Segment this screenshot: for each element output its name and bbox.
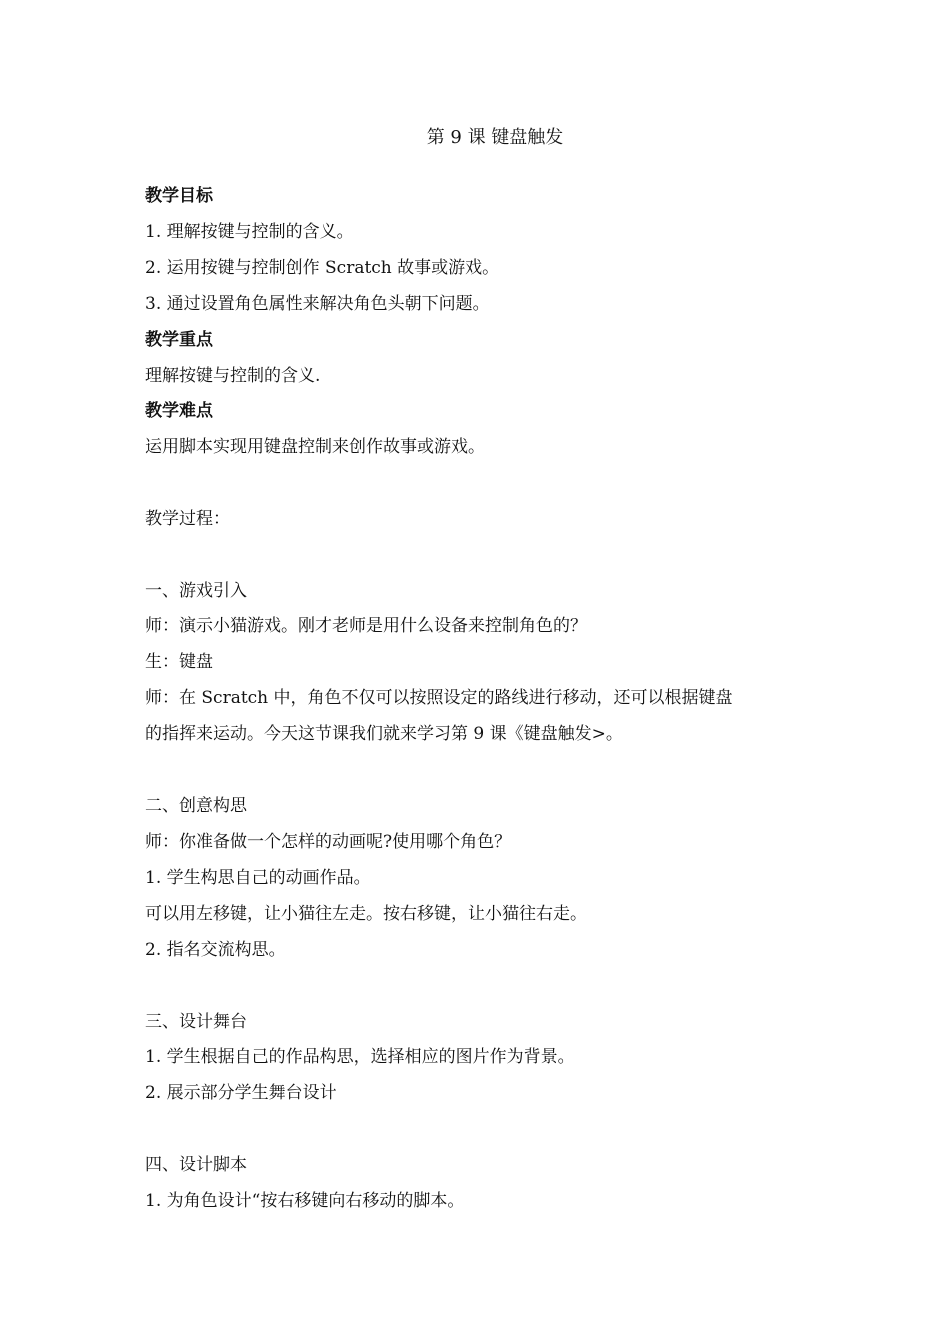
goals-heading: 教学目标 bbox=[145, 186, 213, 206]
section-heading: 四、设计脚本 bbox=[145, 1155, 247, 1175]
goal-item: 2. 运用按键与控制创作 Scratch 故事或游戏。 bbox=[145, 258, 500, 278]
paragraph-line: 2. 展示部分学生舞台设计 bbox=[145, 1083, 337, 1103]
paragraph-line: 可以用左移键，让小猫往左走。按右移键，让小猫往右走。 bbox=[145, 904, 587, 924]
paragraph-line: 师：在 Scratch 中，角色不仅可以按照设定的路线进行移动，还可以根据键盘 bbox=[145, 688, 733, 708]
section-heading: 二、创意构思 bbox=[145, 796, 247, 816]
paragraph-line: 1. 学生构思自己的动画作品。 bbox=[145, 868, 371, 888]
section-heading: 一、游戏引入 bbox=[145, 581, 247, 601]
section-heading: 三、设计舞台 bbox=[145, 1012, 247, 1032]
paragraph-line: 1. 为角色设计“按右移键向右移动的脚本。 bbox=[145, 1191, 465, 1211]
paragraph-line: 师：演示小猫游戏。刚才老师是用什么设备来控制角色的？ bbox=[145, 616, 587, 636]
process-heading: 教学过程： bbox=[145, 509, 230, 529]
key-points-text: 理解按键与控制的含义. bbox=[145, 366, 321, 386]
paragraph-line: 2. 指名交流构思。 bbox=[145, 940, 286, 960]
paragraph-line: 的指挥来运动。今天这节课我们就来学习第 9 课《键盘触发>。 bbox=[145, 724, 623, 744]
paragraph-line: 生：键盘 bbox=[145, 652, 213, 672]
goal-item: 3. 通过设置角色属性来解决角色头朝下问题。 bbox=[145, 294, 490, 314]
paragraph-line: 师：你准备做一个怎样的动画呢?使用哪个角色？ bbox=[145, 832, 512, 852]
difficulty-heading: 教学难点 bbox=[145, 401, 213, 421]
goal-item: 1. 理解按键与控制的含义。 bbox=[145, 222, 354, 242]
paragraph-line: 1. 学生根据自己的作品构思，选择相应的图片作为背景。 bbox=[145, 1047, 575, 1067]
difficulty-text: 运用脚本实现用键盘控制来创作故事或游戏。 bbox=[145, 437, 485, 457]
key-points-heading: 教学重点 bbox=[145, 330, 213, 350]
lesson-title: 第 9 课 键盘触发 bbox=[426, 127, 564, 148]
